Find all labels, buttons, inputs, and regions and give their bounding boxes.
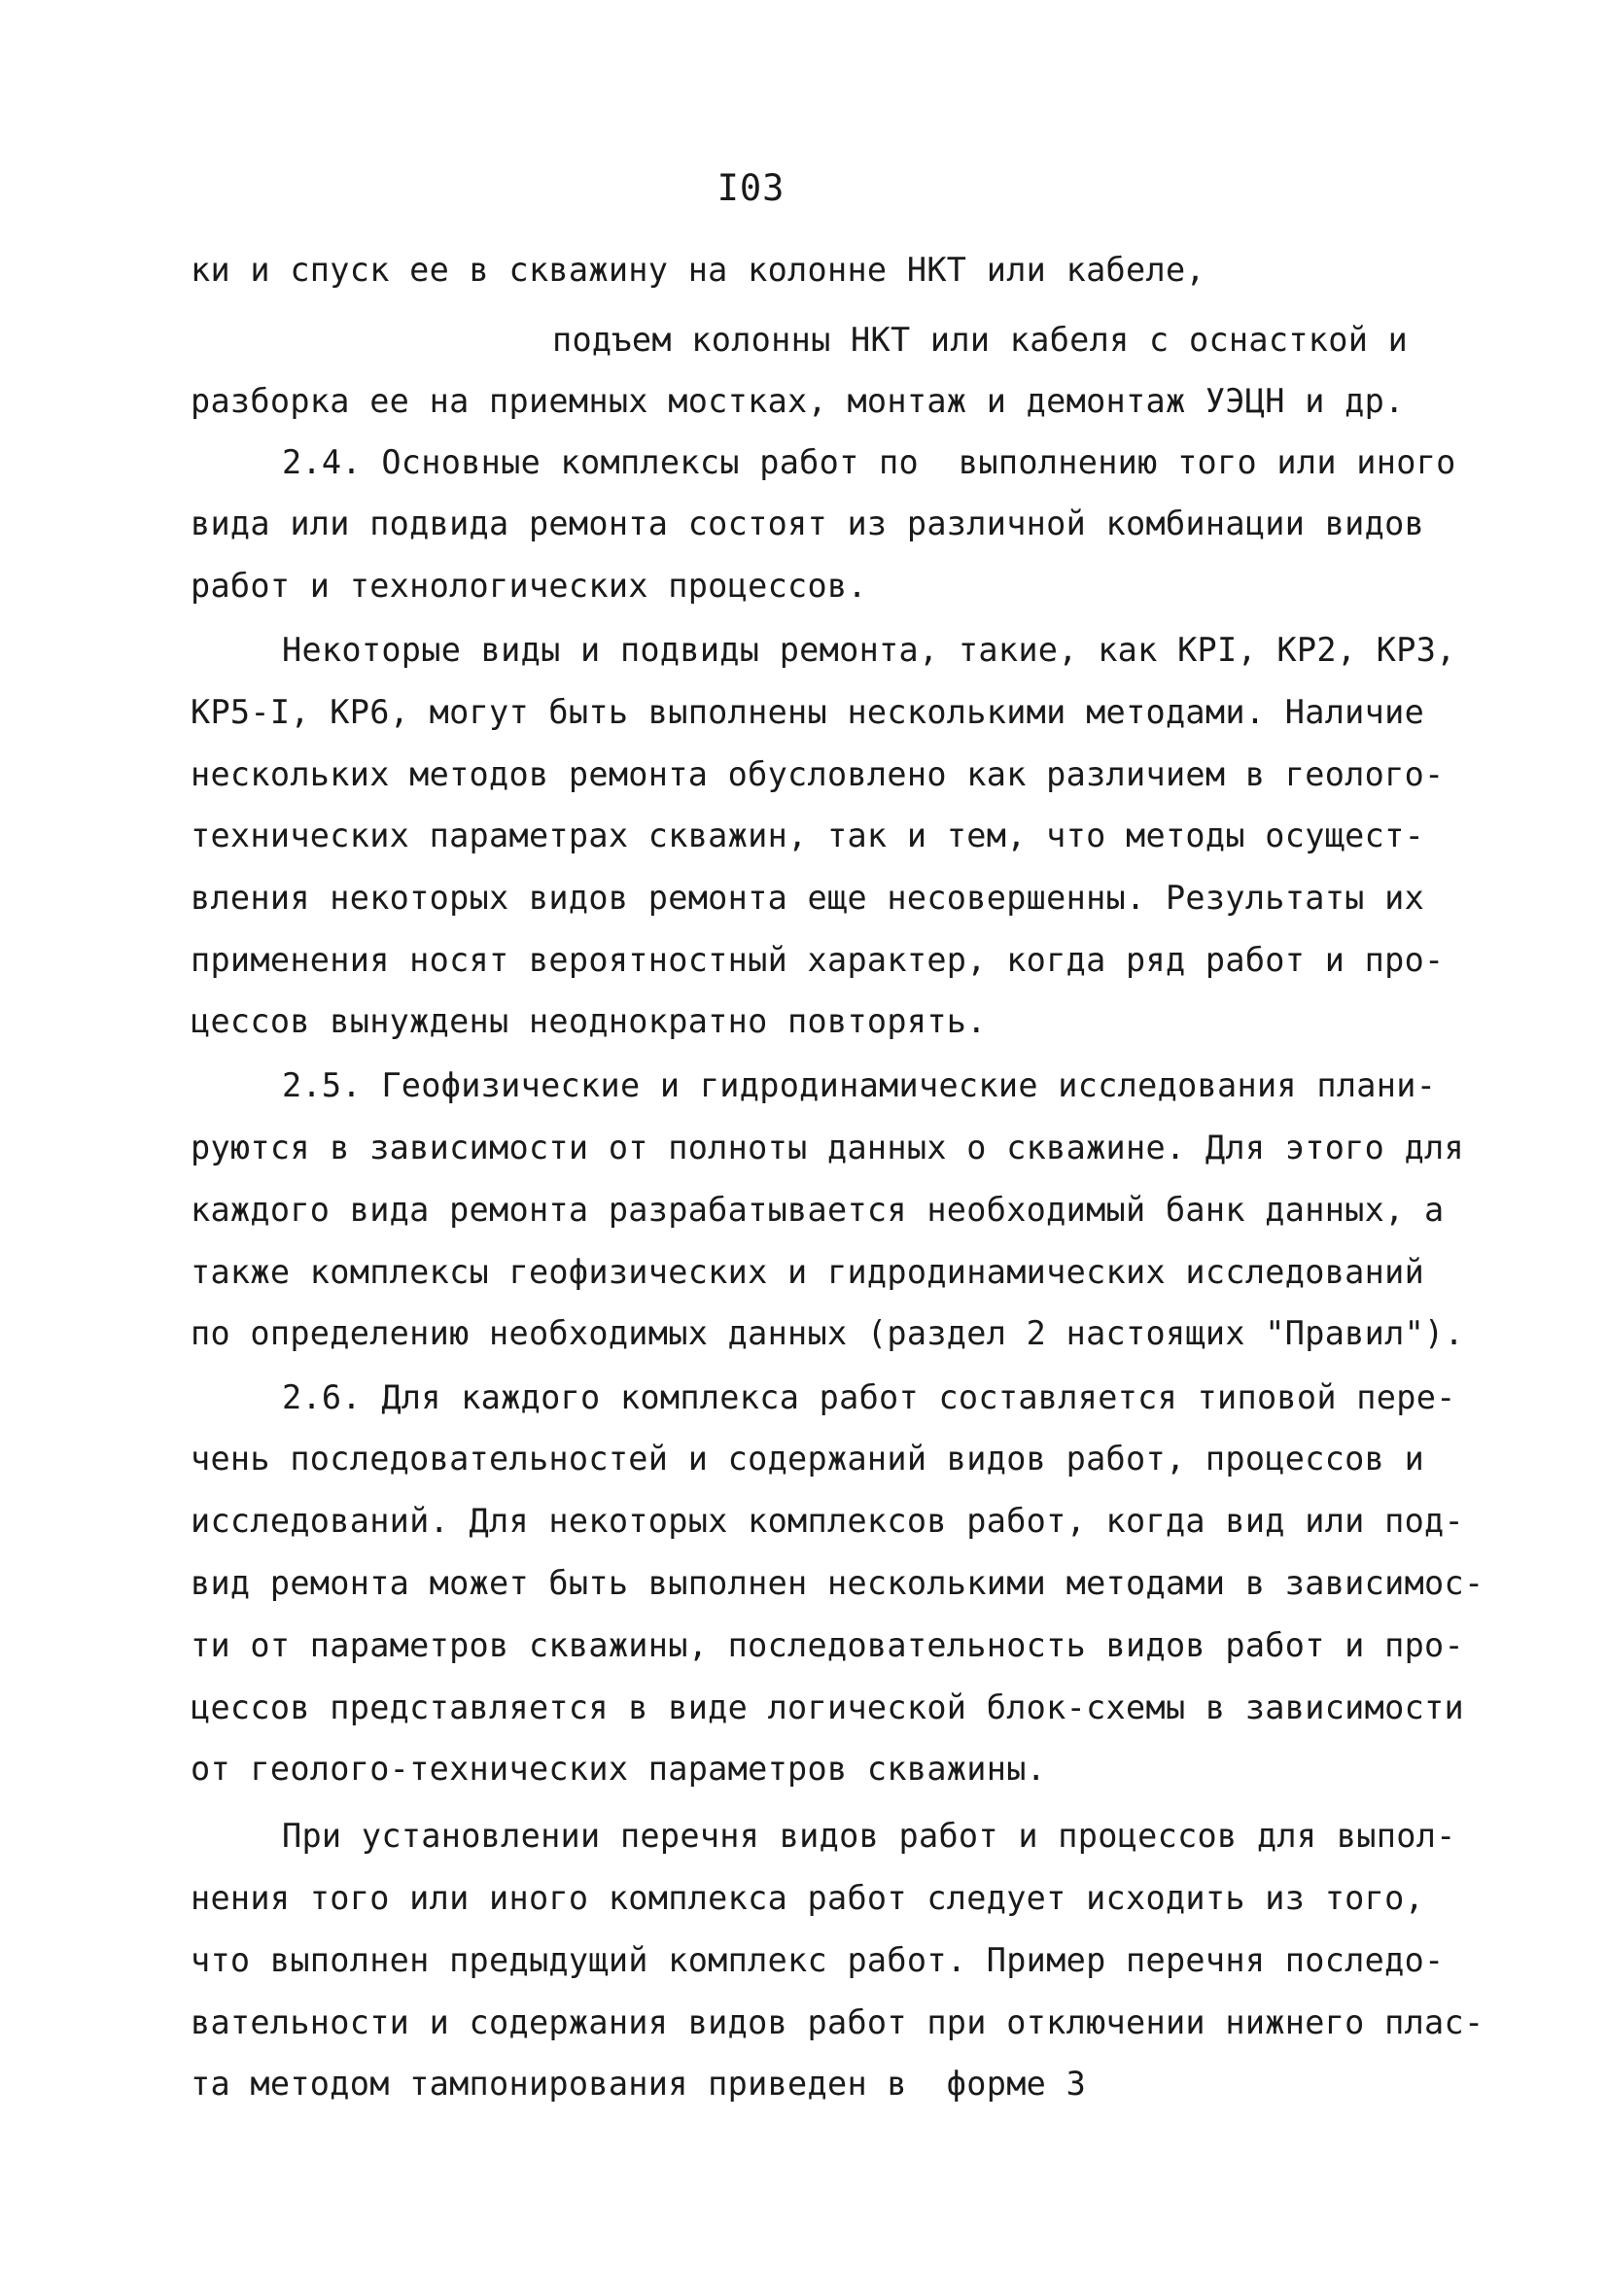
text-line: цессов вынуждены неоднократно повторять. [191,1002,987,1040]
text-line: разборка ее на приемных мостках, монтаж и демонтаж УЭЦН и др. [191,382,1405,420]
text-line: 2.6. Для каждого комплекса работ составляется типовой пере- [282,1378,1456,1416]
text-line: та методом тампонирования приведен в форме 3 [191,2065,1087,2103]
text-line: чень последовательностей и содержаний видов работ, процессов и [191,1440,1425,1478]
text-line: При установлении перечня видов работ и процессов для выпол- [282,1817,1456,1855]
text-line: нения того или иного комплекса работ следует исходить из того, [191,1879,1425,1917]
text-line: также комплексы геофизических и гидродинамических исследований [191,1253,1425,1291]
text-line: каждого вида ремонта разрабатывается необходимый банк данных, а [191,1191,1445,1229]
text-line: вида или подвида ремонта состоят из различной комбинации видов [191,504,1425,542]
text-line: вления некоторых видов ремонта еще несовершенны. Результаты их [191,879,1425,917]
text-line: работ и технологических процессов. [191,567,867,605]
text-line: что выполнен предыдущий комплекс работ. Пример перечня последо- [191,1941,1445,1979]
text-line: цессов представляется в виде логической блок-схемы в зависимости [191,1688,1464,1726]
text-line: руются в зависимости от полноты данных о скважине. Для этого для [191,1129,1464,1166]
text-line: по определению необходимых данных (раздел 2 настоящих "Правил"). [191,1314,1464,1352]
text-line: подъем колонны НКТ или кабеля с оснасткой и [552,321,1409,359]
text-line: КР5-I, КР6, могут быть выполнены несколькими методами. Наличие [191,693,1425,731]
text-line: исследований. Для некоторых комплексов работ, когда вид или под- [191,1502,1464,1540]
text-line: ти от параметров скважины, последовательность видов работ и про- [191,1626,1464,1664]
text-line: применения носят вероятностный характер, когда ряд работ и про- [191,941,1445,979]
page-number: I03 [716,167,786,209]
text-line: Некоторые виды и подвиды ремонта, такие, как КРI, КР2, КР3, [282,631,1456,669]
text-line: технических параметрах скважин, так и тем, что методы осущест- [191,817,1425,854]
text-line: вательности и содержания видов работ при отключении нижнего плас- [191,2003,1485,2041]
text-line: от геолого-технических параметров скважины. [191,1750,1047,1788]
text-line: ки и спуск ее в скважину на колонне НКТ или кабеле, [191,251,1205,289]
text-line: 2.4. Основные комплексы работ по выполнению того или иного [282,443,1456,481]
text-line: 2.5. Геофизические и гидродинамические исследования плани- [282,1066,1437,1104]
text-line: нескольких методов ремонта обусловлено как различием в геолого- [191,755,1445,793]
text-line: вид ремонта может быть выполнен несколькими методами в зависимос- [191,1564,1485,1602]
